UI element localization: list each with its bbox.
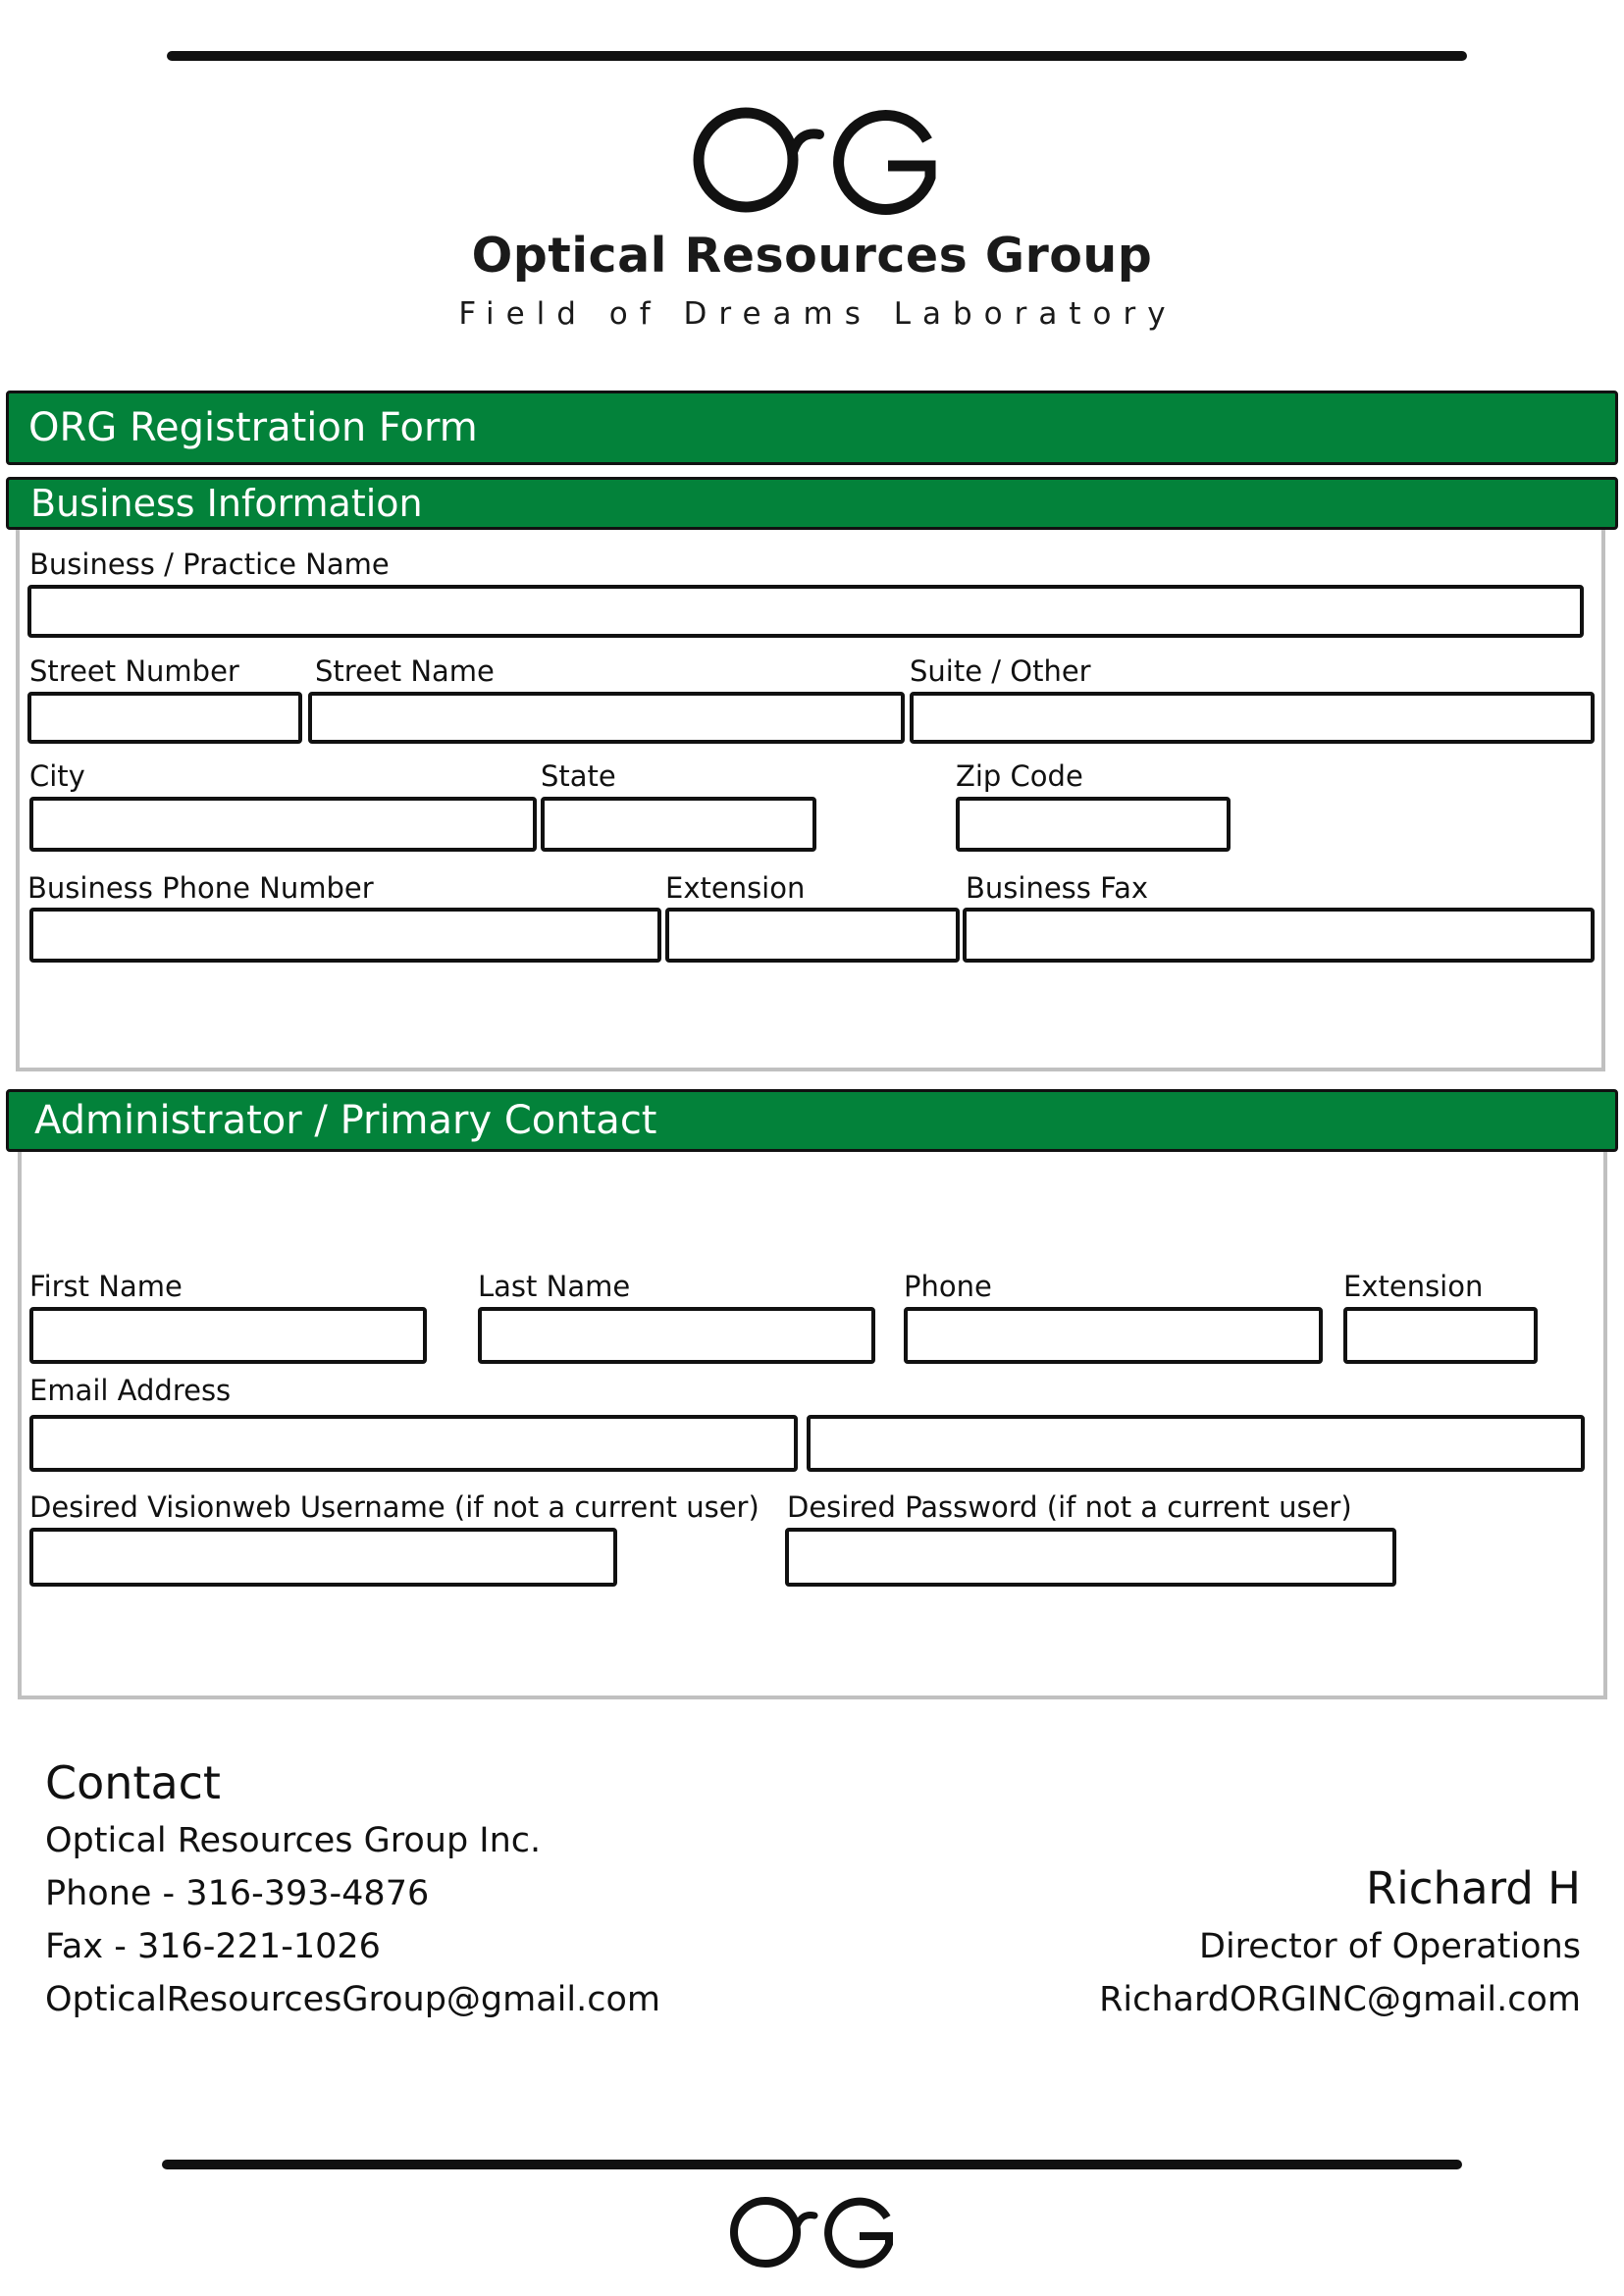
form-title: ORG Registration Form xyxy=(28,405,478,450)
org-logo-small-icon xyxy=(728,2191,897,2273)
zip-field[interactable] xyxy=(956,797,1231,852)
state-field[interactable] xyxy=(541,797,816,852)
street-name-field[interactable] xyxy=(308,692,905,744)
practice-name-field[interactable] xyxy=(27,585,1584,638)
zip-label: Zip Code xyxy=(956,759,1083,793)
practice-name-label: Business / Practice Name xyxy=(29,548,390,581)
email-field-secondary[interactable] xyxy=(807,1415,1585,1472)
first-name-label: First Name xyxy=(29,1270,183,1303)
admin-section-title: Administrator / Primary Contact xyxy=(34,1098,657,1143)
email-label: Email Address xyxy=(29,1374,232,1407)
business-section-header xyxy=(6,477,1618,530)
admin-phone-field[interactable] xyxy=(904,1307,1323,1364)
form-title-bar xyxy=(6,391,1618,465)
contact-phone: Phone - 316-393-4876 xyxy=(45,1874,430,1913)
password-field[interactable] xyxy=(785,1528,1396,1587)
person-email: RichardORGINC@gmail.com xyxy=(1099,1980,1581,2019)
last-name-field[interactable] xyxy=(478,1307,875,1364)
org-logo-icon xyxy=(692,101,947,224)
contact-heading: Contact xyxy=(45,1756,221,1809)
city-field[interactable] xyxy=(29,797,537,852)
admin-phone-label: Phone xyxy=(904,1270,992,1303)
business-fax-label: Business Fax xyxy=(966,871,1149,905)
state-label: State xyxy=(541,759,616,793)
suite-field[interactable] xyxy=(910,692,1595,744)
city-label: City xyxy=(29,759,85,793)
admin-extension-field[interactable] xyxy=(1343,1307,1538,1364)
contact-fax: Fax - 316-221-1026 xyxy=(45,1927,381,1966)
company-name: Optical Resources Group xyxy=(471,228,1153,284)
business-phone-label: Business Phone Number xyxy=(27,871,374,905)
username-field[interactable] xyxy=(29,1528,617,1587)
person-name: Richard H xyxy=(1365,1862,1581,1914)
person-title: Director of Operations xyxy=(1199,1927,1581,1966)
last-name-label: Last Name xyxy=(478,1270,631,1303)
first-name-field[interactable] xyxy=(29,1307,427,1364)
password-label: Desired Password (if not a current user) xyxy=(787,1490,1352,1524)
business-section-title: Business Information xyxy=(30,482,423,525)
street-name-label: Street Name xyxy=(315,654,495,688)
admin-extension-label: Extension xyxy=(1343,1270,1484,1303)
business-phone-field[interactable] xyxy=(29,908,661,963)
email-field[interactable] xyxy=(29,1415,798,1472)
business-extension-label: Extension xyxy=(665,871,806,905)
suite-label: Suite / Other xyxy=(910,654,1091,688)
top-rule xyxy=(167,51,1467,61)
business-extension-field[interactable] xyxy=(665,908,960,963)
street-number-field[interactable] xyxy=(27,692,302,744)
bottom-rule xyxy=(162,2160,1462,2169)
business-fax-field[interactable] xyxy=(963,908,1595,963)
street-number-label: Street Number xyxy=(29,654,239,688)
contact-company: Optical Resources Group Inc. xyxy=(45,1821,542,1860)
username-label: Desired Visionweb Username (if not a current user) xyxy=(29,1490,760,1524)
company-subtitle: Field of Dreams Laboratory xyxy=(458,296,1178,332)
contact-email: OpticalResourcesGroup@gmail.com xyxy=(45,1980,661,2019)
admin-section-header xyxy=(6,1089,1618,1152)
